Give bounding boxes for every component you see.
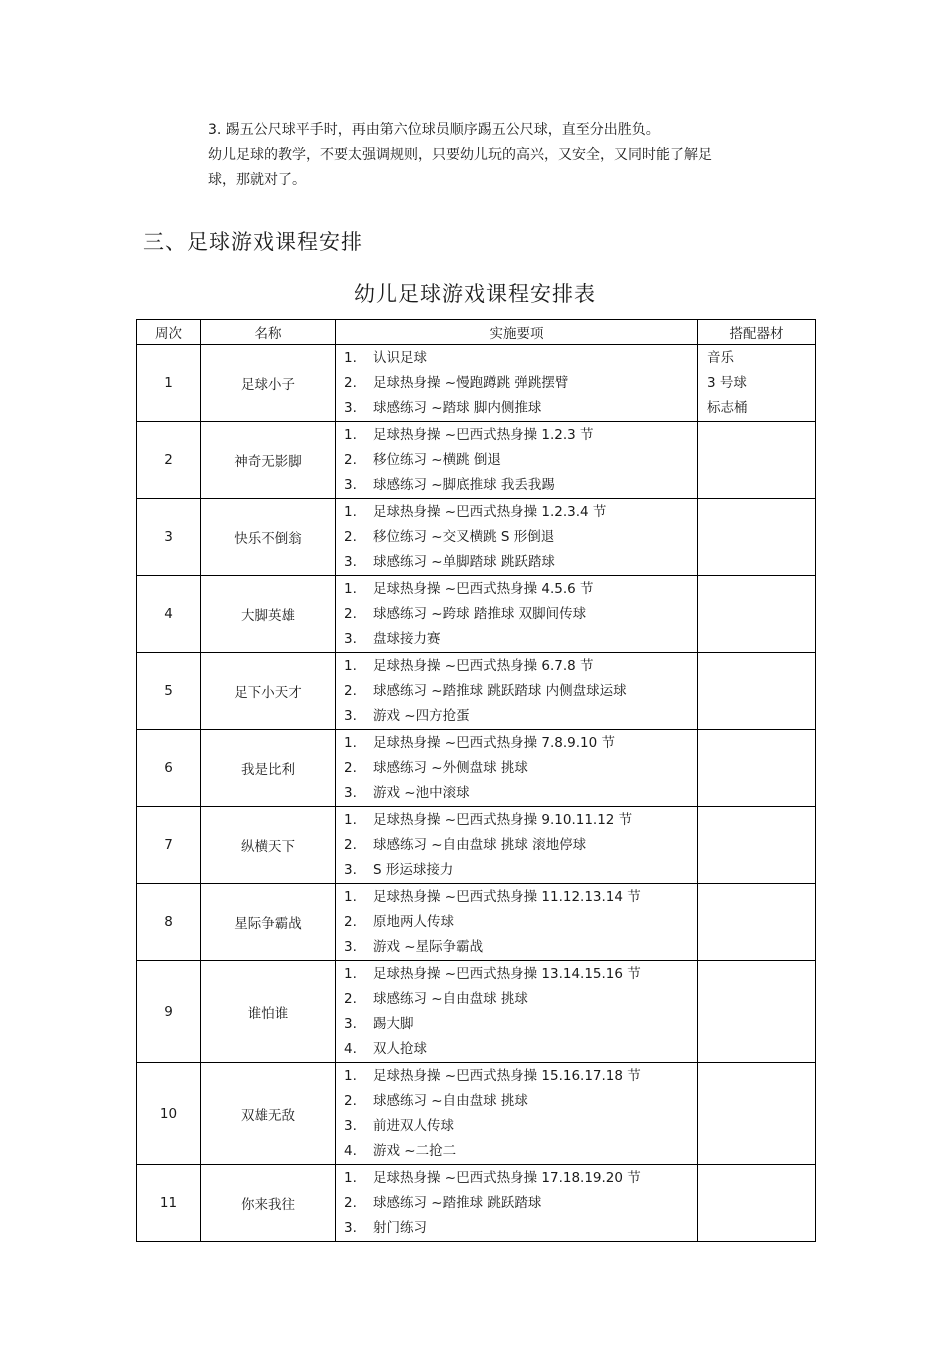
items-cell — [336, 807, 698, 884]
item-text: 足球热身操 ~巴西式热身操 4.5.6 节 — [373, 581, 594, 597]
item-text: 足球热身操 ~巴西式热身操 17.18.19.20 节 — [373, 1170, 641, 1186]
item-number: 2. — [344, 914, 357, 930]
item-text: 游戏 ~星际争霸战 — [373, 939, 484, 955]
lesson-name-cell: 谁怕谁 — [201, 961, 336, 1063]
equipment-cell — [698, 345, 816, 422]
item-line — [344, 1012, 697, 1037]
item-line — [344, 1166, 697, 1191]
item-line — [344, 1139, 697, 1164]
item-text: 球感练习 ~自由盘球 挑球 — [373, 1093, 528, 1109]
item-number: 1. — [344, 504, 357, 520]
item-number: 3. — [344, 862, 357, 878]
header-items: 实施要项 — [336, 320, 698, 345]
equipment-cell — [698, 422, 816, 499]
item-number: 2. — [344, 529, 357, 545]
intro-line: 幼儿足球的教学，不要太强调规则，只要幼儿玩的高兴，又安全，又同时能了解足 — [208, 147, 712, 163]
item-text: 足球热身操 ~慢跑蹲跳 弹跳摆臂 — [373, 375, 569, 391]
items-cell — [336, 1165, 698, 1242]
item-number: 3. — [344, 631, 357, 647]
item-number: 2. — [344, 452, 357, 468]
item-line — [344, 1037, 697, 1062]
table-title: 幼儿足球游戏课程安排表 — [354, 282, 596, 306]
item-line — [344, 602, 697, 627]
item-line — [344, 910, 697, 935]
item-number: 3. — [344, 708, 357, 724]
item-number: 1. — [344, 735, 357, 751]
equipment-cell — [698, 807, 816, 884]
lesson-name-cell: 大脚英雄 — [201, 576, 336, 653]
item-text: 原地两人传球 — [373, 914, 454, 930]
header-equipment: 搭配器材 — [698, 320, 816, 345]
equipment-cell — [698, 1165, 816, 1242]
equipment-item: 音乐 — [707, 350, 734, 366]
item-text: 射门练习 — [373, 1220, 427, 1236]
item-text: 球感练习 ~跨球 踏推球 双脚间传球 — [373, 606, 587, 622]
item-number: 1. — [344, 427, 357, 443]
item-number: 2. — [344, 606, 357, 622]
item-number: 2. — [344, 375, 357, 391]
header-week: 周次 — [137, 320, 201, 345]
item-text: 球感练习 ~单脚踏球 跳跃踏球 — [373, 554, 555, 570]
item-line — [344, 371, 697, 396]
table-body — [137, 345, 816, 1242]
item-text: 球感练习 ~外侧盘球 挑球 — [373, 760, 528, 776]
item-number: 1. — [344, 966, 357, 982]
item-text: 足球热身操 ~巴西式热身操 15.16.17.18 节 — [373, 1068, 641, 1084]
item-line — [344, 781, 697, 806]
item-text: 前进双人传球 — [373, 1118, 454, 1134]
table-row — [137, 576, 816, 653]
item-line — [344, 808, 697, 833]
lesson-name-cell: 我是比利 — [201, 730, 336, 807]
item-number: 1. — [344, 350, 357, 366]
items-cell — [336, 730, 698, 807]
week-cell: 4 — [137, 576, 201, 653]
table-row — [137, 961, 816, 1063]
table-row — [137, 345, 816, 422]
item-line — [344, 550, 697, 575]
week-cell: 5 — [137, 653, 201, 730]
table-row — [137, 1063, 816, 1165]
item-text: 盘球接力赛 — [373, 631, 441, 647]
items-cell — [336, 884, 698, 961]
items-cell — [336, 576, 698, 653]
equipment-cell — [698, 884, 816, 961]
item-text: 移位练习 ~横跳 倒退 — [373, 452, 501, 468]
items-cell — [336, 499, 698, 576]
table-row — [137, 499, 816, 576]
item-number: 4. — [344, 1143, 357, 1159]
item-number: 3. — [344, 1220, 357, 1236]
item-text: 球感练习 ~踏推球 跳跃踏球 内侧盘球运球 — [373, 683, 627, 699]
week-cell: 7 — [137, 807, 201, 884]
item-number: 3. — [344, 554, 357, 570]
lesson-name-cell: 星际争霸战 — [201, 884, 336, 961]
header-name: 名称 — [201, 320, 336, 345]
table-row — [137, 807, 816, 884]
table-row — [137, 653, 816, 730]
intro-line: 3. 踢五公尺球平手时，再由第六位球员顺序踢五公尺球，直至分出胜负。 — [208, 122, 660, 138]
item-number: 1. — [344, 581, 357, 597]
item-line — [344, 756, 697, 781]
equipment-cell — [698, 576, 816, 653]
item-number: 1. — [344, 812, 357, 828]
item-text: 足球热身操 ~巴西式热身操 7.8.9.10 节 — [373, 735, 616, 751]
item-text: 移位练习 ~交叉横跳 S 形倒退 — [373, 529, 555, 545]
item-line — [344, 577, 697, 602]
lesson-name-cell: 神奇无影脚 — [201, 422, 336, 499]
equipment-cell — [698, 653, 816, 730]
item-line — [344, 346, 697, 371]
equipment-cell — [698, 730, 816, 807]
intro-line: 球，那就对了。 — [208, 172, 306, 188]
item-line — [344, 500, 697, 525]
week-cell: 9 — [137, 961, 201, 1063]
item-text: 足球热身操 ~巴西式热身操 11.12.13.14 节 — [373, 889, 641, 905]
item-line — [344, 1191, 697, 1216]
item-text: 足球热身操 ~巴西式热身操 9.10.11.12 节 — [373, 812, 633, 828]
item-text: 足球热身操 ~巴西式热身操 13.14.15.16 节 — [373, 966, 641, 982]
item-line — [344, 935, 697, 960]
item-line — [344, 654, 697, 679]
table-row — [137, 1165, 816, 1242]
item-number: 3. — [344, 477, 357, 493]
item-number: 1. — [344, 889, 357, 905]
equipment-cell — [698, 961, 816, 1063]
item-line — [344, 858, 697, 883]
table-row — [137, 730, 816, 807]
item-line — [344, 704, 697, 729]
lesson-name-cell: 足球小子 — [201, 345, 336, 422]
item-text: 足球热身操 ~巴西式热身操 1.2.3 节 — [373, 427, 594, 443]
equipment-cell — [698, 1063, 816, 1165]
item-text: 踢大脚 — [373, 1016, 414, 1032]
item-number: 3. — [344, 400, 357, 416]
item-line — [344, 885, 697, 910]
item-number: 2. — [344, 1093, 357, 1109]
item-line — [344, 473, 697, 498]
items-cell — [336, 961, 698, 1063]
lesson-name-cell: 快乐不倒翁 — [201, 499, 336, 576]
week-cell: 1 — [137, 345, 201, 422]
week-cell: 11 — [137, 1165, 201, 1242]
item-text: 球感练习 ~自由盘球 挑球 — [373, 991, 528, 1007]
item-text: 球感练习 ~自由盘球 挑球 滚地停球 — [373, 837, 587, 853]
items-cell — [336, 422, 698, 499]
week-cell: 8 — [137, 884, 201, 961]
item-number: 3. — [344, 1016, 357, 1032]
items-cell — [336, 1063, 698, 1165]
week-cell: 2 — [137, 422, 201, 499]
item-line — [344, 627, 697, 652]
table-row — [137, 884, 816, 961]
item-line — [344, 987, 697, 1012]
week-cell: 3 — [137, 499, 201, 576]
item-line — [344, 525, 697, 550]
item-number: 2. — [344, 991, 357, 1007]
schedule-table — [136, 319, 816, 1242]
section-heading: 三、足球游戏课程安排 — [143, 230, 363, 254]
item-text: 认识足球 — [373, 350, 427, 366]
item-text: 游戏 ~四方抢蛋 — [373, 708, 470, 724]
table-header-row — [137, 320, 816, 345]
items-cell — [336, 345, 698, 422]
item-text: 球感练习 ~脚底推球 我丢我踢 — [373, 477, 555, 493]
item-number: 3. — [344, 785, 357, 801]
item-text: 足球热身操 ~巴西式热身操 6.7.8 节 — [373, 658, 594, 674]
item-text: 球感练习 ~踏推球 跳跃踏球 — [373, 1195, 542, 1211]
item-line — [344, 833, 697, 858]
item-text: S 形运球接力 — [373, 862, 454, 878]
week-cell: 6 — [137, 730, 201, 807]
item-text: 足球热身操 ~巴西式热身操 1.2.3.4 节 — [373, 504, 607, 520]
item-number: 2. — [344, 1195, 357, 1211]
item-line — [344, 962, 697, 987]
table-row — [137, 422, 816, 499]
equipment-item: 标志桶 — [707, 400, 748, 416]
equipment-item: 3 号球 — [707, 375, 747, 391]
item-line — [344, 423, 697, 448]
item-line — [344, 679, 697, 704]
lesson-name-cell: 双雄无敌 — [201, 1063, 336, 1165]
item-text: 游戏 ~二抢二 — [373, 1143, 457, 1159]
item-number: 1. — [344, 1068, 357, 1084]
item-text: 游戏 ~池中滚球 — [373, 785, 470, 801]
lesson-name-cell: 纵横天下 — [201, 807, 336, 884]
item-number: 2. — [344, 760, 357, 776]
item-number: 1. — [344, 658, 357, 674]
item-text: 球感练习 ~踏球 脚内侧推球 — [373, 400, 542, 416]
item-line — [344, 396, 697, 421]
item-number: 3. — [344, 1118, 357, 1134]
item-number: 3. — [344, 939, 357, 955]
item-number: 1. — [344, 1170, 357, 1186]
item-line — [344, 1089, 697, 1114]
week-cell: 10 — [137, 1063, 201, 1165]
item-text: 双人抢球 — [373, 1041, 427, 1057]
item-line — [344, 448, 697, 473]
lesson-name-cell: 你来我往 — [201, 1165, 336, 1242]
item-line — [344, 1114, 697, 1139]
item-line — [344, 731, 697, 756]
item-number: 2. — [344, 837, 357, 853]
intro-paragraph — [208, 118, 768, 193]
item-number: 2. — [344, 683, 357, 699]
item-line — [344, 1216, 697, 1241]
item-line — [344, 1064, 697, 1089]
equipment-cell — [698, 499, 816, 576]
item-number: 4. — [344, 1041, 357, 1057]
lesson-name-cell: 足下小天才 — [201, 653, 336, 730]
items-cell — [336, 653, 698, 730]
